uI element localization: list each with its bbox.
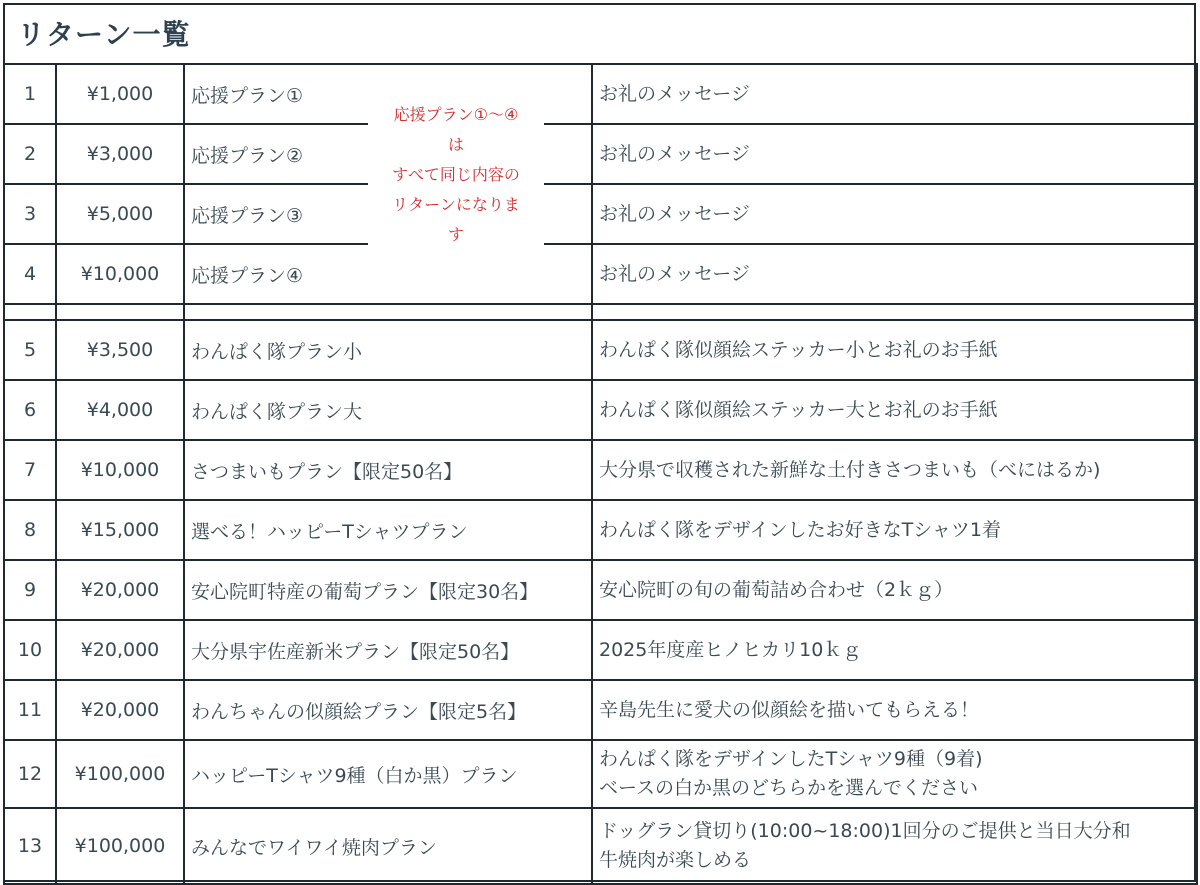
table-row: [4, 64, 1197, 124]
description-line: 牛焼肉が楽しめる: [599, 849, 752, 871]
row-number: 3: [4, 184, 56, 244]
note-line: 応援プラン①〜④: [393, 105, 519, 124]
description-line: お礼のメッセージ: [599, 262, 750, 285]
row-price: ¥20,000: [56, 560, 184, 620]
row-description: [592, 500, 1197, 560]
row-description: [592, 320, 1197, 380]
description-line: 安心院町の旬の葡萄詰め合わせ（2ｋｇ）: [599, 578, 954, 601]
row-number: 13: [4, 808, 56, 884]
row-price: ¥10,000: [56, 244, 184, 304]
row-plan-name: 応援プラン②: [184, 124, 592, 184]
row-description: [592, 808, 1197, 884]
row-price: ¥10,000: [56, 440, 184, 500]
row-number: 1: [4, 64, 56, 124]
row-plan-name: わんぱく隊プラン小: [184, 320, 592, 380]
note-line: すべて同じ内容の: [392, 165, 520, 184]
description-line: お礼のメッセージ: [599, 142, 750, 165]
row-number: 4: [4, 244, 56, 304]
table-row: [4, 124, 1197, 184]
description-line: わんぱく隊をデザインしたTシャツ9種（9着): [599, 748, 983, 770]
table-row: [4, 560, 1197, 620]
description-line: わんぱく隊似顔絵ステッカー小とお礼のお手紙: [599, 338, 998, 361]
spacer-cell: [4, 304, 56, 320]
table-row: [4, 808, 1197, 884]
note-callout: [368, 99, 544, 281]
row-price: ¥15,000: [56, 500, 184, 560]
row-price: ¥3,500: [56, 320, 184, 380]
description-line: 辛島先生に愛犬の似顔絵を描いてもらえる！: [599, 698, 980, 721]
description-line: お礼のメッセージ: [599, 202, 750, 225]
row-price: ¥5,000: [56, 184, 184, 244]
row-description: [592, 244, 1197, 304]
row-number: 5: [4, 320, 56, 380]
row-price: ¥1,000: [56, 64, 184, 124]
row-description: [592, 560, 1197, 620]
row-plan-name: わんぱく隊プラン大: [184, 380, 592, 440]
row-description: [592, 740, 1197, 808]
description-line: 2025年度産ヒノヒカリ10ｋｇ: [599, 638, 862, 661]
table-row: [4, 740, 1197, 808]
row-description: [592, 440, 1197, 500]
row-description: [592, 380, 1197, 440]
row-plan-name: みんなでワイワイ焼肉プラン: [184, 808, 592, 884]
row-plan-name: わんちゃんの似顔絵プラン【限定5名】: [184, 680, 592, 740]
row-price: ¥100,000: [56, 740, 184, 808]
row-description: [592, 124, 1197, 184]
table-row: [4, 380, 1197, 440]
row-plan-name: 安心院町特産の葡萄プラン【限定30名】: [184, 560, 592, 620]
row-number: 2: [4, 124, 56, 184]
note-line: す: [447, 225, 464, 244]
row-description: [592, 680, 1197, 740]
table-row: [4, 440, 1197, 500]
table-row: [4, 184, 1197, 244]
row-price: ¥20,000: [56, 680, 184, 740]
row-price: ¥20,000: [56, 620, 184, 680]
description-line: ベースの白か黒のどちらかを選んでください: [599, 777, 979, 799]
table-row: [4, 320, 1197, 380]
row-plan-name: 応援プラン③: [184, 184, 592, 244]
row-number: 9: [4, 560, 56, 620]
row-plan-name: ハッピーTシャツ9種（白か黒）プラン: [184, 740, 592, 808]
row-number: 12: [4, 740, 56, 808]
table-row: [4, 620, 1197, 680]
description-line: わんぱく隊似顔絵ステッカー大とお礼のお手紙: [599, 398, 998, 421]
row-plan-name: 応援プラン④: [184, 244, 592, 304]
row-price: ¥3,000: [56, 124, 184, 184]
table-row: [4, 500, 1197, 560]
row-plan-name: さつまいもプラン【限定50名】: [184, 440, 592, 500]
row-number: 11: [4, 680, 56, 740]
row-number: 7: [4, 440, 56, 500]
description-line: お礼のメッセージ: [599, 82, 750, 105]
row-description: [592, 620, 1197, 680]
row-description: [592, 64, 1197, 124]
row-number: 10: [4, 620, 56, 680]
description-line: ドッグラン貸切り(10:00~18:00)1回分のご提供と当日大分和: [599, 820, 1131, 842]
row-plan-name: 大分県宇佐産新米プラン【限定50名】: [184, 620, 592, 680]
row-number: 6: [4, 380, 56, 440]
row-price: ¥4,000: [56, 380, 184, 440]
description-line: 大分県で収穫された新鮮な土付きさつまいも（べにはるか): [599, 458, 1101, 481]
spacer-cell: [592, 304, 1197, 320]
note-line: リターンになりま: [392, 195, 520, 214]
title-bar: [3, 3, 1196, 65]
spacer-row: [4, 304, 1197, 320]
spacer-cell: [56, 304, 184, 320]
row-plan-name: 選べる！ハッピーTシャツプラン: [184, 500, 592, 560]
table-row: [4, 680, 1197, 740]
row-plan-name: 応援プラン①: [184, 64, 592, 124]
table-row: [4, 244, 1197, 304]
row-description: [592, 184, 1197, 244]
description-line: わんぱく隊をデザインしたお好きなTシャツ1着: [599, 518, 1001, 541]
returns-table: [3, 63, 1198, 885]
spacer-cell: [184, 304, 592, 320]
note-line: は: [447, 135, 464, 154]
row-number: 8: [4, 500, 56, 560]
page-title: リターン一覧: [17, 18, 191, 51]
row-price: ¥100,000: [56, 808, 184, 884]
